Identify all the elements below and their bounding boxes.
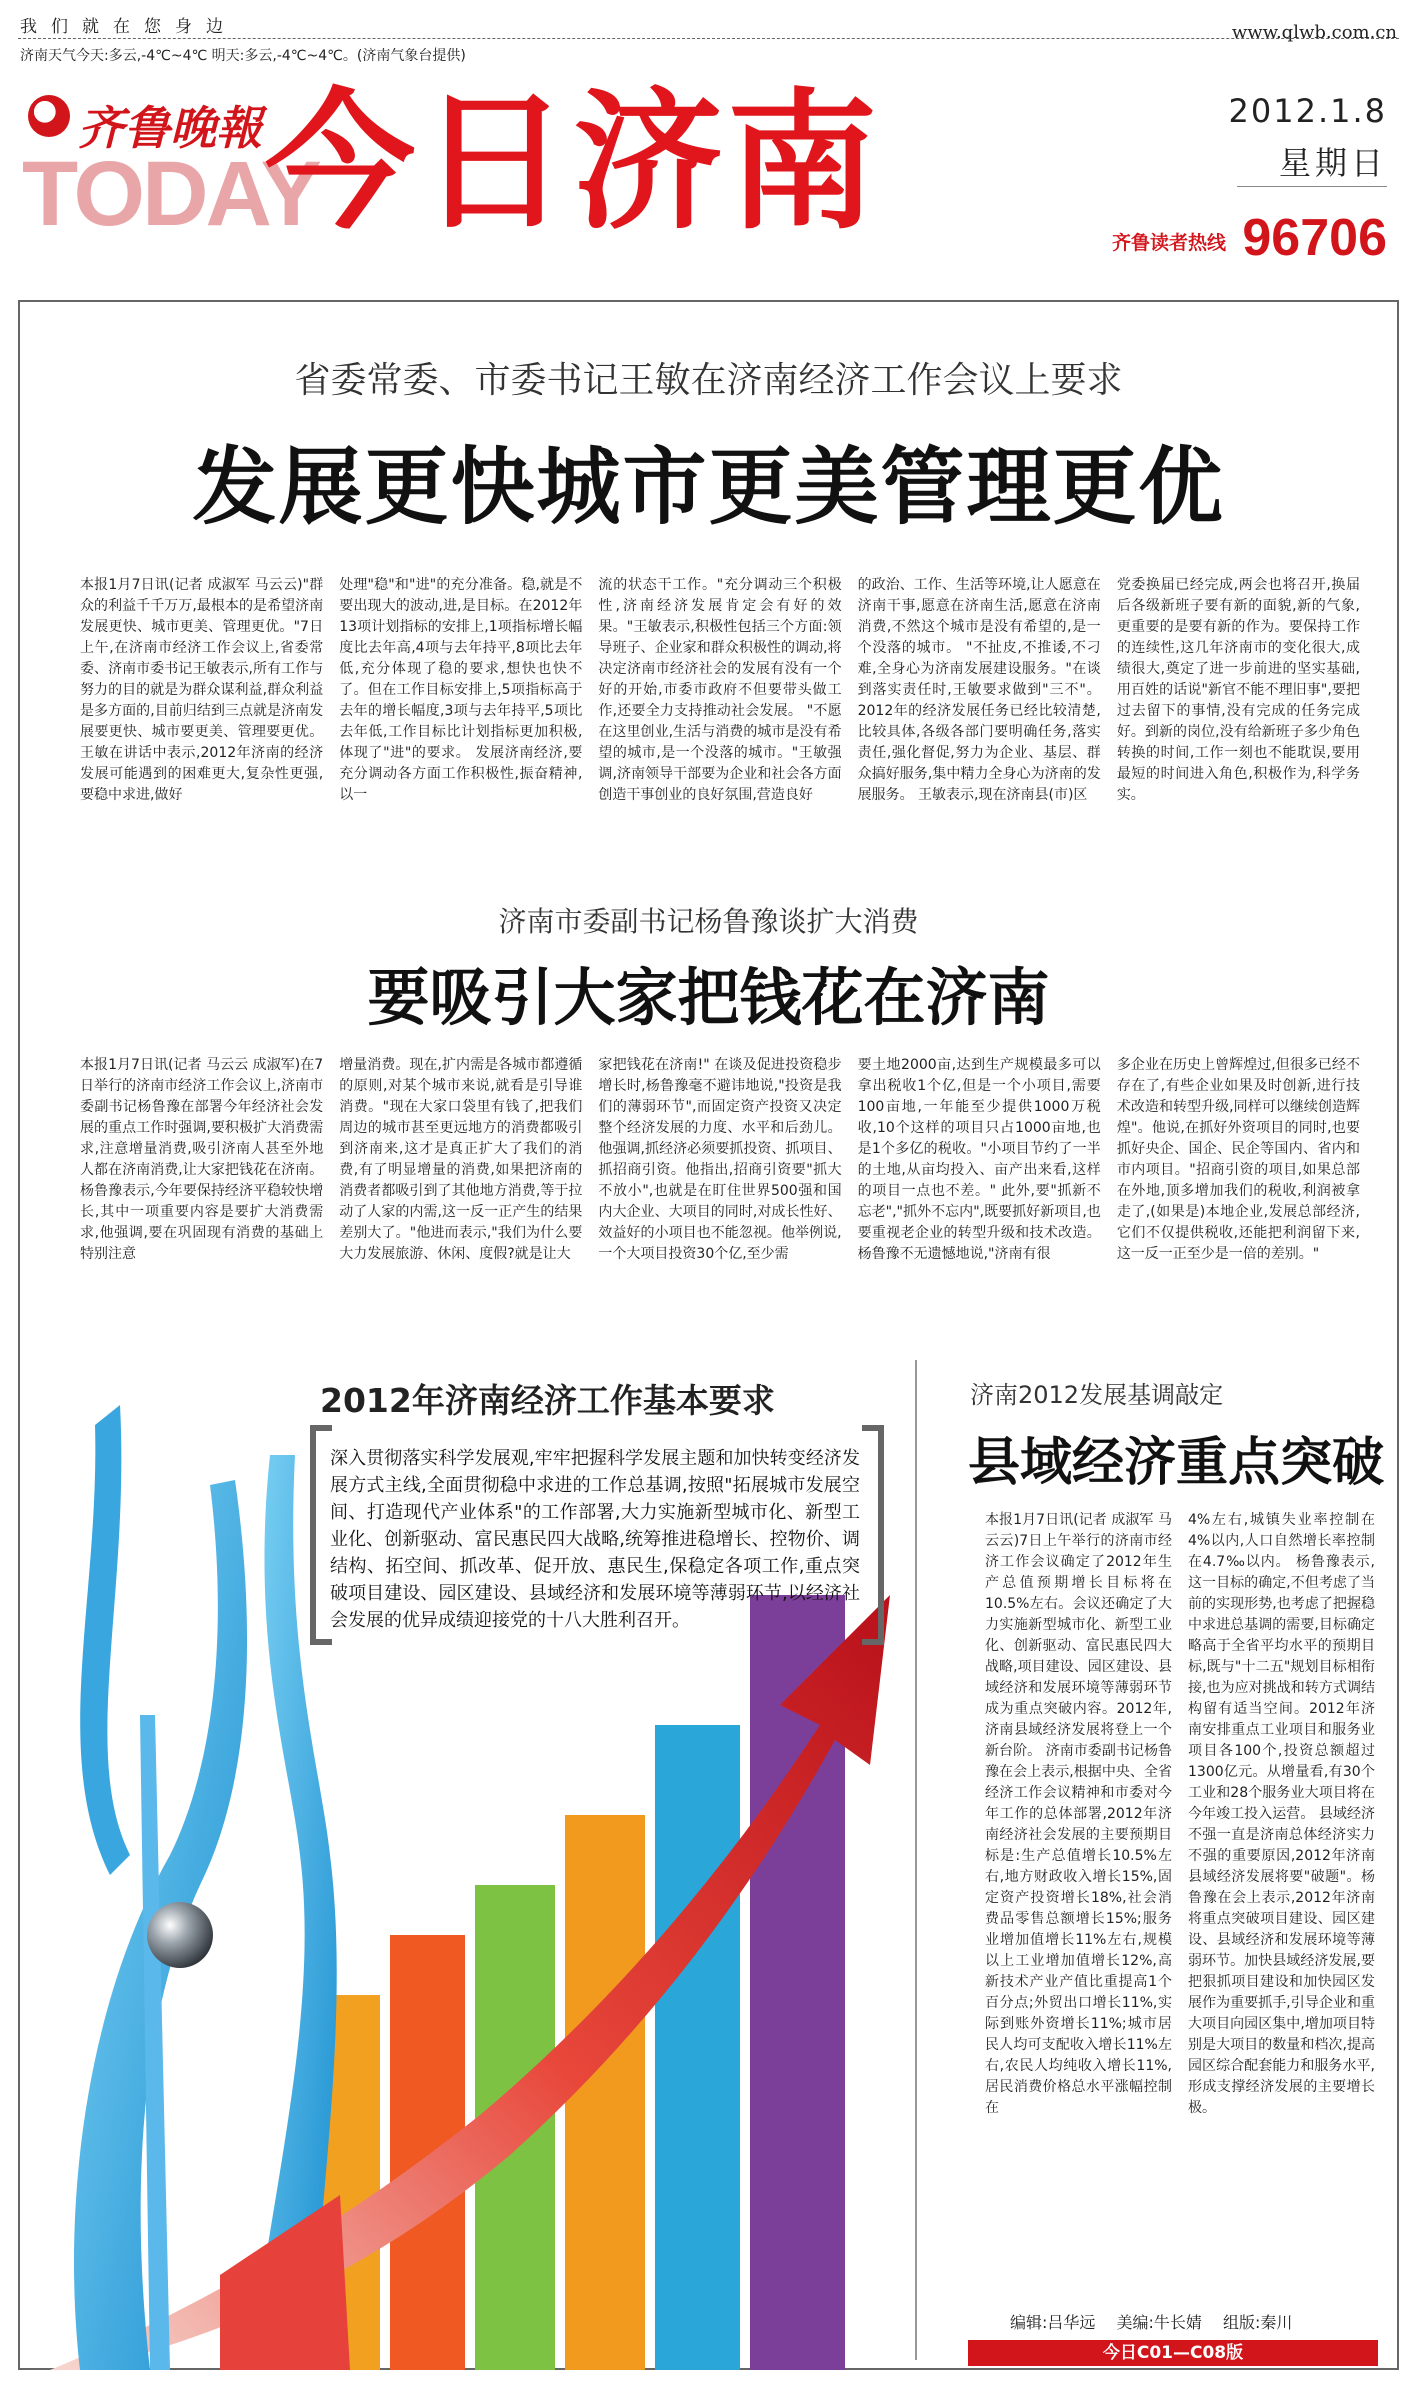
requirements-box-title: 2012年济南经济工作基本要求	[320, 1381, 775, 1420]
credits	[1010, 2310, 1308, 2333]
story2-headline[interactable]: 要吸引大家把钱花在济南	[367, 961, 1050, 1034]
rising-bars	[310, 1595, 845, 2370]
story3-col-1: 本报1月7日讯(记者 成淑军 马云云)7日上午举行的济南市经济工作会议确定了2012年生产总值预期增长目标将在10.5%左右。会议还确定了大力实施新型城市化、新型工业化、创新驱动、富民惠民四大战略,项目建设、园区建设、县域经济和发展环境等薄弱环节成为重点突破内容。2012年,济南县域经济发展将登上一个新台阶。 济南市委副书记杨鲁豫在会上表示,根据中央、全省经济工作会议精神和市委对今年工作的总体部署,2012年济南经济社会发展的主要预期目标是:生产总值增长10.5%左右,地方财政收入增长15%,固定资产投资增长18%,社会消费品零售总额增长15%;服务业增加值增长11%左右,规模以上工业增加值增长12%,高新技术产业产值比重提高1个百分点;外贸出口增长11%,实际到账外资增长11%;城市居民人均可支配收入增长11%左右,农民人均纯收入增长11%,居民消费价格总水平涨幅控制在	[985, 1512, 1172, 2116]
site-url[interactable]: www.qlwb.com.cn	[1231, 22, 1397, 43]
story3-kicker: 济南2012发展基调敲定	[970, 1381, 1224, 1409]
column-divider	[915, 1360, 917, 2360]
story2-col-2: 增量消费。现在,扩内需是各城市都遵循的原则,对某个城市来说,就看是引导谁消费。"现在大家口袋里有钱了,把我们周边的城市甚至更远地方的消费都吸引到济南来,这才是真正扩大了我们的消费,有了明显增量的消费,如果把济南的消费者都吸引到了其他地方消费,等于拉动了人家的内需,这一反一正产生的结果差别大了。"他进而表示,"我们为什么要大力发展旅游、休闲、度假?就是让大	[339, 1057, 583, 1262]
newspaper-logo: 齐鲁晚報	[78, 101, 262, 155]
story1-col-5: 党委换届已经完成,两会也将召开,换届后各级新班子要有新的面貌,新的气象,更重要的是要有新的作为。要保持工作的连续性,这几年济南市的变化很大,成绩很大,奠定了进一步前进的坚实基础,用百姓的话说"新官不能不理旧事",要把过去留下的事情,没有完成的任务完成好。到新的岗位,没有给新班子多少角色转换的时间,工作一刻也不能耽误,要用最短的时间进入角色,积极作为,科学务实。	[1116, 577, 1361, 803]
logo-emblem-icon	[28, 95, 70, 137]
editor-credit: 编辑:吕华远	[1010, 2313, 1096, 2332]
layout-credit: 组版:秦川	[1223, 2313, 1293, 2332]
story3-headline[interactable]: 县域经济重点突破	[968, 1433, 1385, 1493]
section-badge: 今日C01—C08版	[968, 2340, 1378, 2366]
story1-col-2: 处理"稳"和"进"的充分准备。稳,就是不要出现大的波动,进,是目标。在2012年13项计划指标的安排上,1项指标增长幅度比去年高,4项与去年持平,8项比去年低,充分体现了稳的要求,想快也快不了。但在工作目标安排上,5项指标高于去年的增长幅度,3项与去年持平,5项比去年低,工作目标比计划指标更加积极,体现了"进"的要求。 发展济南经济,要充分调动各方面工作积极性,振奋精神,以一	[339, 577, 583, 803]
hotline-number: 96706	[1242, 209, 1387, 267]
story3-col-2: 4%左右,城镇失业率控制在4%以内,人口自然增长率控制在4.7‰以内。 杨鲁豫表示,这一目标的确定,不但考虑了当前的实现形势,也考虑了把握稳中求进总基调的需要,目标确定略高于全省平均水平的预期目标,既与"十二五"规划目标相衔接,也为应对挑战和转方式调结构留有适当空间。2012年济南安排重点工业项目和服务业项目各100个,投资总额超过1300亿元。从增量看,有30个工业和28个服务业大项目将在今年竣工投入运营。 县域经济不强一直是济南总体经济实力不强的重要原因,2012年济南县域经济发展将要"破题"。杨鲁豫在会上表示,2012年济南将重点突破项目建设、园区建设、县域经济和发展环境等薄弱环节。加快县域经济发展,要把狠抓项目建设和加快园区发展作为重要抓手,引导企业和重大项目向园区集中,增加项目特别是大项目的数量和档次,提高园区综合配套能力和服务水平,形成支撑经济发展的主要增长极。	[1188, 1512, 1375, 2116]
top-divider	[18, 38, 1399, 39]
story1-col-3: 流的状态干工作。"充分调动三个积极性,济南经济发展肯定会有好的效果。"王敏表示,积极性包括三个方面:领导班子、企业家和群众积极性的调动,将决定济南市经济社会的发展有没有一个好的开始,市委市政府不但要带头做工作,还要全力支持推动社会发展。 "不愿在这里创业,生活与消费的城市是没有希望的城市,是一个没落的城市。"王敏强调,济南领导干部要为企业和社会各方面创造干事创业的良好氛围,营造良好	[598, 577, 842, 803]
date-divider	[1237, 186, 1387, 187]
bracket-left	[310, 1425, 332, 1645]
hotline-label: 齐鲁读者热线	[1112, 232, 1227, 254]
story3-body	[985, 1510, 1375, 2300]
story1-col-4: 的政治、工作、生活等环境,让人愿意在济南干事,愿意在济南生活,愿意在济南消费,不然这个城市是没有希望的,是一个没落的城市。 "不扯皮,不推诿,不刁难,全身心为济南发展建设服务。"在谈到落实责任时,王敏要求做到"三不"。2012年的经济发展任务已经比较清楚,比较具体,各级各部门要明确任务,落实责任,强化督促,努力为企业、基层、群众搞好服务,集中精力全身心为济南的发展服务。 王敏表示,现在济南县(市)区	[857, 577, 1101, 803]
story2-col-4: 要土地2000亩,达到生产规模最多可以拿出税收1个亿,但是一个小项目,需要100亩地,一年能至少提供1000万税收,10个这样的项目只占1000亩地,也是1个多亿的税收。"小项目节约了一半的土地,从亩均投入、亩产出来看,这样的项目一点也不差。" 此外,要"抓新不忘老","抓外不忘内",既要抓好新项目,也要重视老企业的转型升级和技术改造。杨鲁豫不无遗憾地说,"济南有很	[857, 1057, 1101, 1262]
story1-headline[interactable]: 发展更快城市更美管理更优	[192, 438, 1225, 536]
issue-date: 2012.1.8	[1228, 92, 1387, 130]
story1-col-1: 本报1月7日讯(记者 成淑军 马云云)"群众的利益千千万万,最根本的是希望济南发展更快、城市更美、管理更优。"7日上午,在济南市经济工作会议上,省委常委、济南市委书记王敏表示,所有工作与努力的目的就是为群众谋利益,群众利益是多方面的,目前归结到三点就是济南发展要更快、城市要更美、管理要更优。 王敏在讲话中表示,2012年济南的经济发展可能遇到的困难更大,复杂性更强,要稳中求进,做好	[80, 577, 324, 803]
requirements-box-text: 深入贯彻落实科学发展观,牢牢把握科学发展主题和加快转变经济发展方式主线,全面贯彻稳中求进的工作总基调,按照"拓展城市发展空间、打造现代产业体系"的工作部署,大力实施新型城市化、新型工业化、创新驱动、富民惠民四大战略,统筹推进稳增长、控物价、调结构、拓空间、抓改革、促开放、惠民生,保稳定各项工作,重点突破项目建设、园区建设、县域经济和发展环境等薄弱环节,以经济社会发展的优异成绩迎接党的十八大胜利召开。	[330, 1448, 860, 1631]
story2-col-5: 多企业在历史上曾辉煌过,但很多已经不存在了,有些企业如果及时创新,进行技术改造和转型升级,同样可以继续创造辉煌"。他说,在抓好外资项目的同时,也要抓好央企、国企、民企等国内、省内和市内项目。"招商引资的项目,如果总部在外地,顶多增加我们的税收,利润被拿走了,(如果是)本地企业,发展总部经济,它们不仅提供税收,还能把利润留下来,这一反一正至少是一倍的差别。"	[1116, 1057, 1361, 1262]
story2-col-1: 本报1月7日讯(记者 马云云 成淑军)在7日举行的济南市经济工作会议上,济南市委副书记杨鲁豫在部署今年经济社会发展的重点工作时强调,要积极扩大消费需求,注意增量消费,吸引济南人甚至外地人都在济南消费,让大家把钱花在济南。 杨鲁豫表示,今年要保持经济平稳较快增长,其中一项重要内容是要扩大消费需求,他强调,要在巩固现有消费的基础上特别注意	[80, 1057, 324, 1262]
designer-credit: 美编:牛长婧	[1116, 2313, 1202, 2332]
today-wordmark: TODAY	[22, 143, 319, 245]
page-title: 今日济南	[265, 76, 882, 250]
story2-col-3: 家把钱花在济南!" 在谈及促进投资稳步增长时,杨鲁豫毫不避讳地说,"投资是我们的薄弱环节",而固定资产投资又决定整个经济发展的力度、水平和后劲儿。他强调,抓经济必须要抓投资、抓项目、抓招商引资。他指出,招商引资要"抓大不放小",也就是在盯住世界500强和国内大企业、大项目的同时,对成长性好、效益好的小项目也不能忽视。他举例说,一个大项目投资30个亿,至少需	[598, 1057, 842, 1262]
issue-weekday: 星期日	[1278, 144, 1387, 182]
bracket-right	[862, 1425, 884, 1645]
story1-body	[80, 575, 1360, 905]
weather-line: 济南天气今天:多云,-4℃~4℃ 明天:多云,-4℃~4℃。(济南气象台提供)	[20, 48, 466, 64]
story2-kicker: 济南市委副书记杨鲁豫谈扩大消费	[498, 905, 919, 938]
slogan: 我们就在您身边	[20, 17, 237, 37]
story1-kicker: 省委常委、市委书记王敏在济南经济工作会议上要求	[294, 360, 1123, 401]
quancheng-sculpture	[74, 1405, 350, 2370]
